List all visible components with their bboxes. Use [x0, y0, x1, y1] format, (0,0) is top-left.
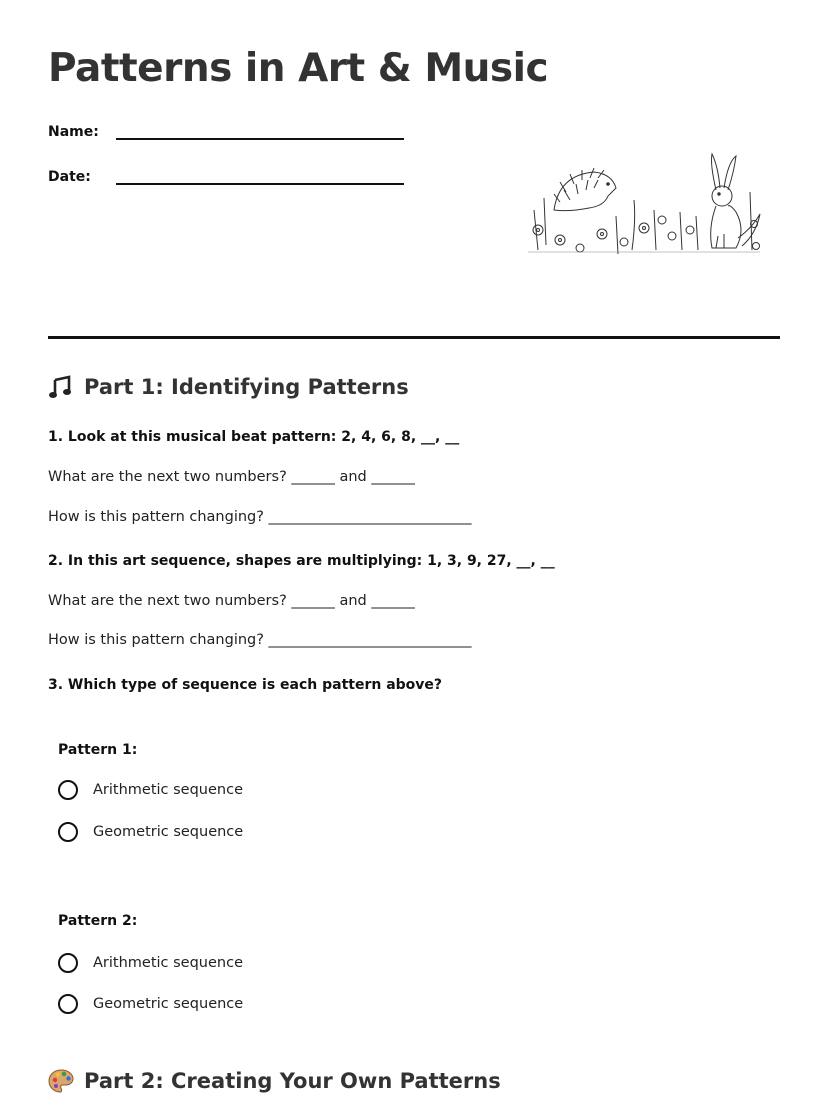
- question-1-next-numbers[interactable]: What are the next two numbers? ______ and ______: [48, 469, 415, 485]
- question-3: 3. Which type of sequence is each pattern above?: [48, 677, 443, 693]
- pattern-1-label: Pattern 1:: [58, 742, 138, 758]
- pattern-2-label: Pattern 2:: [58, 913, 138, 929]
- name-field: [48, 116, 404, 140]
- date-label: Date:: [48, 169, 91, 185]
- palette-icon: [48, 1068, 74, 1094]
- pattern-1-arithmetic-option[interactable]: [58, 780, 243, 800]
- question-1-pattern-change[interactable]: How is this pattern changing? ____________________________: [48, 509, 472, 525]
- date-input-line[interactable]: [116, 161, 404, 185]
- option-label: Arithmetic sequence: [93, 782, 243, 798]
- radio-button[interactable]: [58, 994, 78, 1014]
- pattern-2-arithmetic-option[interactable]: [58, 953, 243, 973]
- name-input-line[interactable]: [116, 116, 404, 140]
- option-label: Geometric sequence: [93, 824, 244, 840]
- option-label: Geometric sequence: [93, 996, 244, 1012]
- hedgehog-rabbit-illustration: [524, 150, 764, 265]
- radio-button[interactable]: [58, 822, 78, 842]
- part1-heading: [48, 374, 409, 400]
- part2-heading: [48, 1068, 501, 1094]
- question-2: 2. In this art sequence, shapes are multiplying: 1, 3, 9, 27, __, __: [48, 553, 555, 569]
- part2-heading-text: Part 2: Creating Your Own Patterns: [84, 1069, 501, 1093]
- page-title: Patterns in Art & Music: [48, 46, 549, 91]
- part1-heading-text: Part 1: Identifying Patterns: [84, 375, 409, 399]
- pattern-1-geometric-option[interactable]: [58, 822, 243, 842]
- question-2-pattern-change[interactable]: How is this pattern changing? ____________________________: [48, 632, 472, 648]
- section-divider: [48, 336, 780, 339]
- question-2-next-numbers[interactable]: What are the next two numbers? ______ and ______: [48, 593, 415, 609]
- option-label: Arithmetic sequence: [93, 955, 243, 971]
- music-note-icon: [48, 374, 74, 400]
- pattern-2-geometric-option[interactable]: [58, 994, 243, 1014]
- date-field: [48, 161, 404, 185]
- radio-button[interactable]: [58, 780, 78, 800]
- question-1: 1. Look at this musical beat pattern: 2, 4, 6, 8, __, __: [48, 429, 460, 445]
- radio-button[interactable]: [58, 953, 78, 973]
- name-label: Name:: [48, 124, 99, 140]
